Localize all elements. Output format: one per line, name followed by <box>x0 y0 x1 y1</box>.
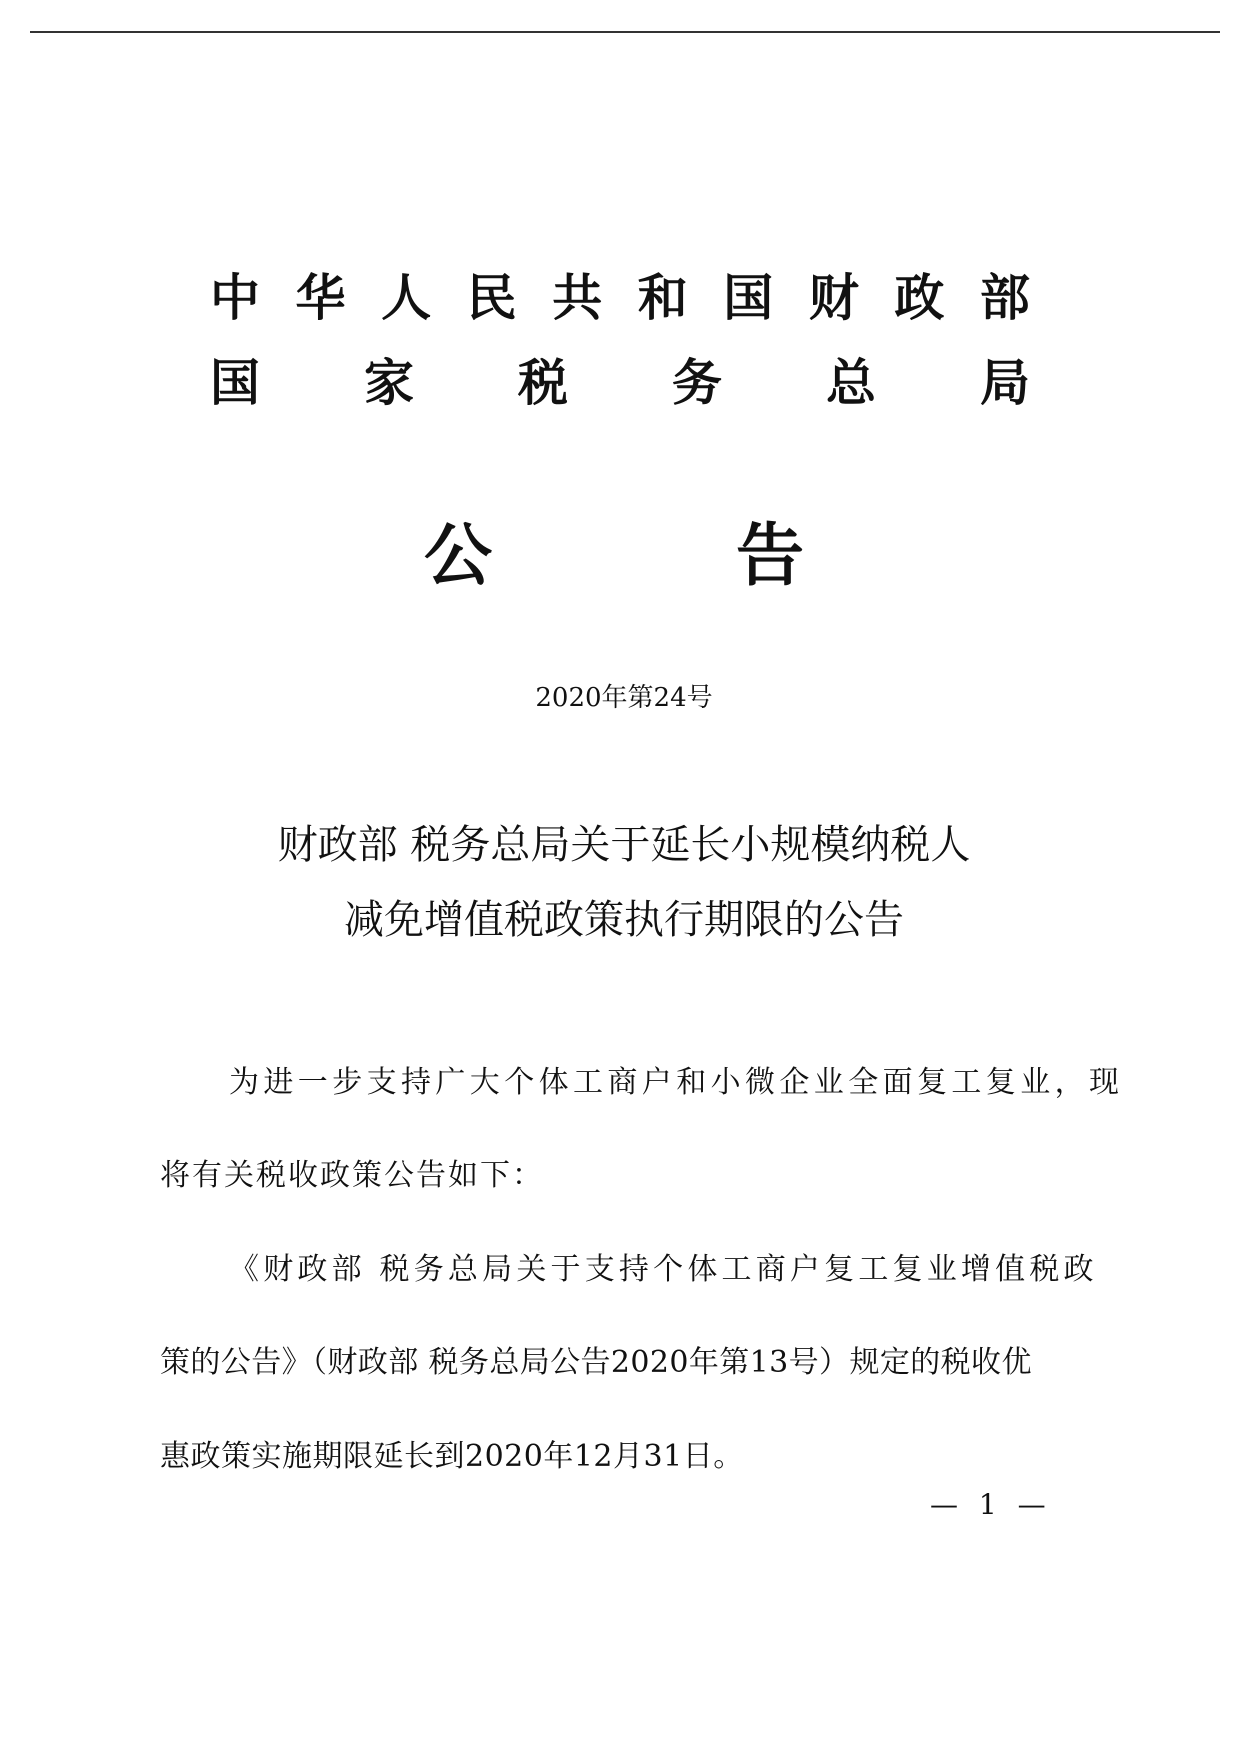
issuer-char: 国 <box>210 353 260 412</box>
document-title-line-2: 减免增值税政策执行期限的公告 <box>344 897 904 943</box>
issuer-char: 民 <box>466 268 517 327</box>
issuer-char: 和 <box>637 268 688 327</box>
issuer-char: 国 <box>723 268 774 327</box>
document-type-heading <box>424 516 804 596</box>
document-number: 2020年第24号 <box>535 683 713 713</box>
issuer-char: 中 <box>210 268 260 327</box>
issuer-char: 局 <box>980 353 1030 412</box>
issuer-char: 部 <box>979 268 1030 327</box>
body-text-line: 策的公告》（财政部 税务总局公告2020年第13号）规定的税收优 <box>160 1345 1032 1380</box>
document-title-line-1: 财政部 税务总局关于延长小规模纳税人 <box>277 822 971 868</box>
issuer-char: 政 <box>894 268 945 327</box>
top-border-line <box>30 31 1220 33</box>
body-text-line: 将有关税收政策公告如下： <box>160 1158 544 1193</box>
page-number: — 1 — <box>930 1488 1052 1521</box>
issuer-line-tax-administration <box>210 353 1030 413</box>
issuer-char: 华 <box>295 268 346 327</box>
issuer-char: 税 <box>518 353 568 412</box>
issuer-char: 财 <box>808 268 859 327</box>
issuer-line-ministry-of-finance <box>210 268 1030 328</box>
issuer-char: 家 <box>364 353 414 412</box>
body-text-line: 为进一步支持广大个体工商户和小微企业全面复工复业，现 <box>229 1065 1124 1100</box>
doc-kind-char: 告 <box>735 516 804 596</box>
issuer-char: 务 <box>672 353 722 412</box>
body-text-line: 惠政策实施期限延长到2020年12月31日。 <box>160 1439 744 1474</box>
body-text-line: 《财政部 税务总局关于支持个体工商户复工复业增值税政 <box>229 1252 1098 1287</box>
doc-kind-char: 公 <box>424 516 493 596</box>
issuer-char: 人 <box>381 268 432 327</box>
issuer-char: 共 <box>552 268 603 327</box>
issuer-char: 总 <box>826 353 876 412</box>
